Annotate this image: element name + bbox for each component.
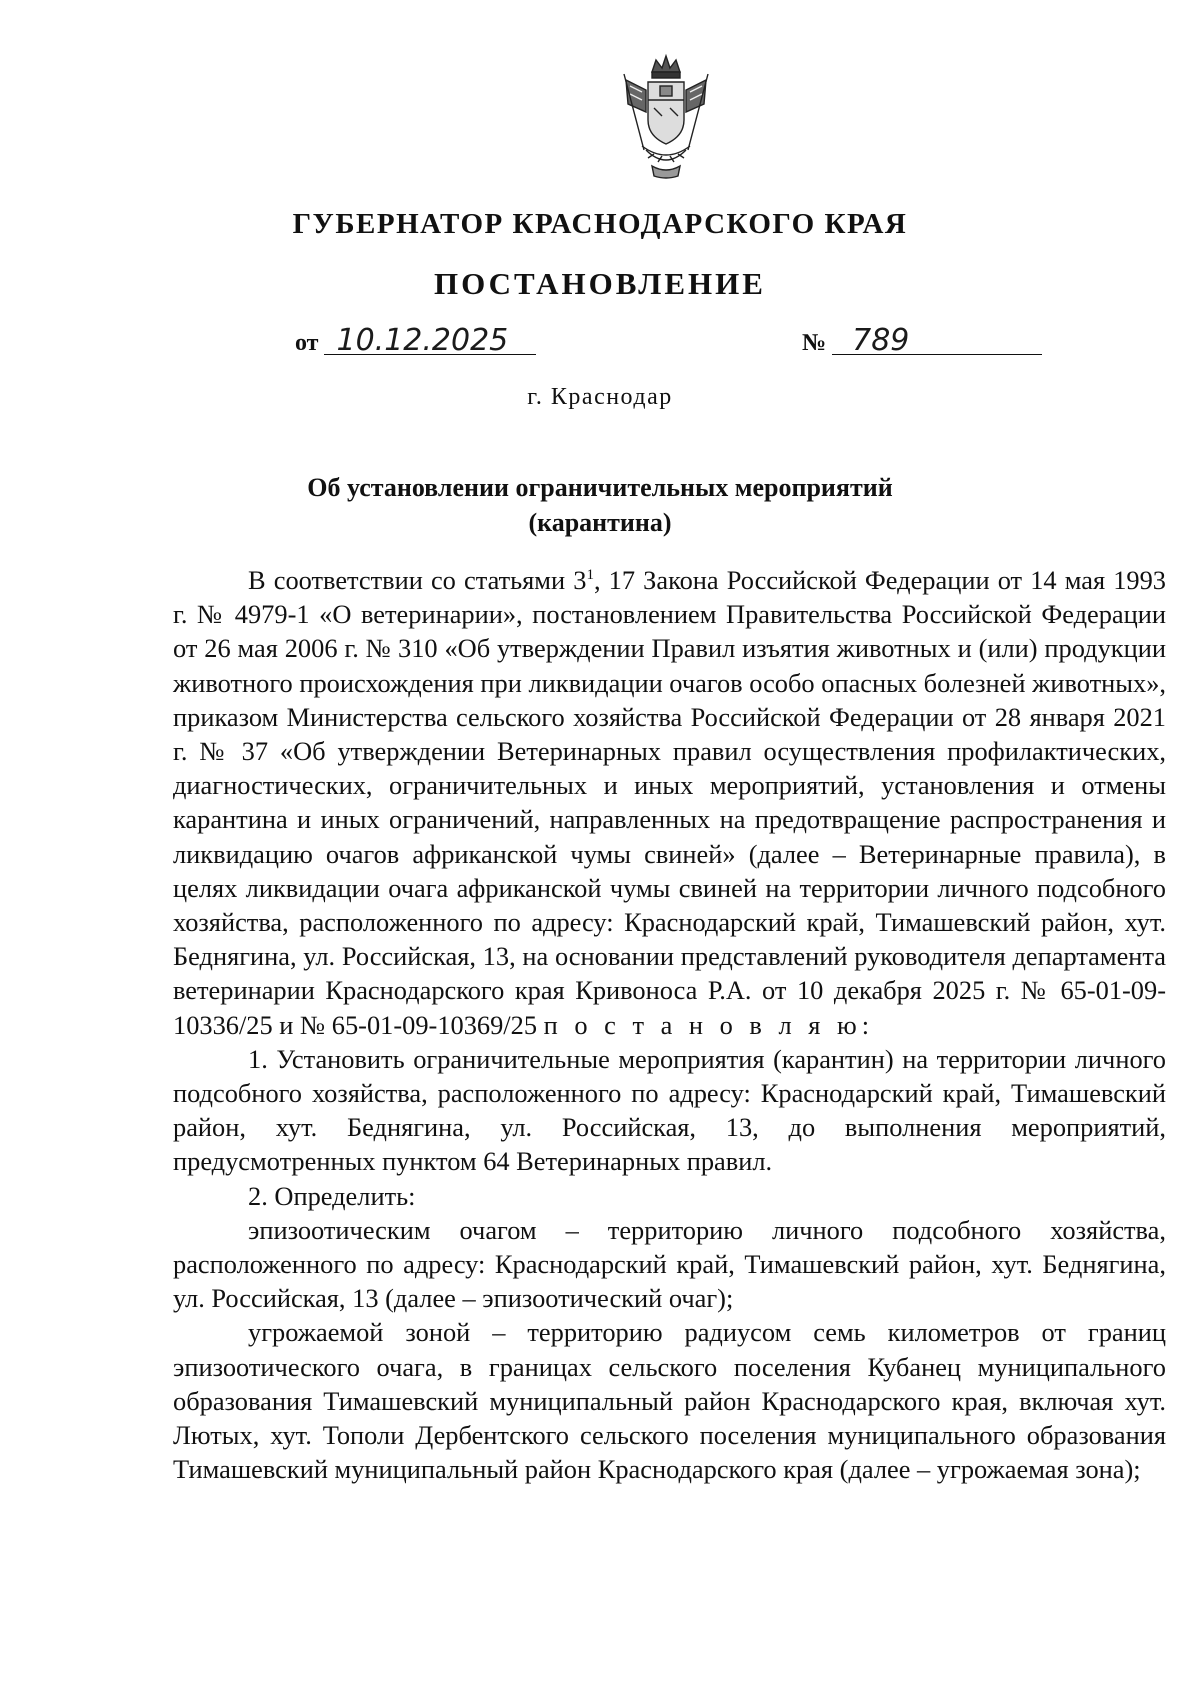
paragraph-epizootic-focus: эпизоотическим очагом – территорию личного подсобного хозяйства, расположенного по адресу: Краснодарский край, Тимашевский район, хут. Беднягина, ул. Российская, 13 (далее – эпизоотический очаг); [173, 1214, 1166, 1314]
document-title [0, 470, 1200, 540]
paragraph-threatened-zone: угрожаемой зоной – территорию радиусом семь километров от границ эпизоотического очага, в границах сельского поселения Кубанец муниципального образования Тимашевский муниципальный район Краснодарского края, включая хут. Лютых, хут. Тополи Дербентского сельского поселения муниципального образования Тимашевский муниципальный район Краснодарского края (далее – угрожаемая зона); [173, 1317, 1166, 1485]
preamble-text-rest: , 17 Закона Российской Федерации от 14 мая 1993 г. № 4979-1 «О ветеринарии», постановлением Правительства Российской Федерации от 26 мая 2006 г. № 310 «Об утверждении Правил изъятия животных и (или) продукции животного происхождения при ликвидации очагов особо опасных болезней животных», приказом Министерства сельского хозяйства Российской Федерации от 28 января 2021 г. № 37 «Об утверждении Ветеринарных правил осуществления профилактических, диагностических, ограничительных и иных мероприятий, установления и отмены карантина и иных ограничений, направленных на предотвращение распространения и ликвидацию очагов африканской чумы свиней» (далее – Ветеринарные правила), в целях ликвидации очага африканской чумы свиней на территории личного подсобного хозяйства, расположенного по адресу: Краснодарский край, Тимашевский район, хут. Беднягина, ул. Российская, 13, на основании представлений руководителя департамента ветеринарии Краснодарского края Кривоноса Р.А. от 10 декабря 2025 г. № 65-01-09-10336/25 и № 65-01-09-10369/25 [173, 565, 1166, 1040]
date-prefix: от [295, 330, 319, 356]
number-prefix: № [802, 330, 827, 356]
issuing-authority: ГУБЕРНАТОР КРАСНОДАРСКОГО КРАЯ [292, 208, 908, 240]
document-number-field [802, 323, 1042, 358]
issue-city: г. Краснодар [527, 384, 673, 410]
decree-word: п о с т а н о в л я ю: [543, 1009, 875, 1040]
paragraph-preamble [173, 563, 1166, 1042]
preamble-text-start: В соответствии со статьями 3 [248, 565, 587, 595]
article-superscript: 1 [586, 567, 594, 584]
handwritten-number: 789 [832, 328, 1042, 355]
document-type-heading: ПОСТАНОВЛЕНИЕ [434, 266, 766, 301]
title-line-1: Об установлении ограничительных мероприятий [307, 473, 893, 502]
title-line-2: (карантина) [528, 508, 672, 537]
paragraph-item-1: 1. Установить ограничительные мероприятия (карантин) на территории личного подсобного хозяйства, расположенного по адресу: Краснодарский край, Тимашевский район, хут. Беднягина, ул. Российская, 13, до выполнения мероприятий, предусмотренных пунктом 64 Ветеринарных правил. [173, 1043, 1166, 1177]
document-body [173, 563, 1166, 1486]
krasnodar-coat-of-arms-icon [618, 50, 714, 184]
date-field [295, 323, 536, 358]
handwritten-date: 10.12.2025 [324, 328, 536, 355]
paragraph-item-2: 2. Определить: [248, 1180, 416, 1211]
